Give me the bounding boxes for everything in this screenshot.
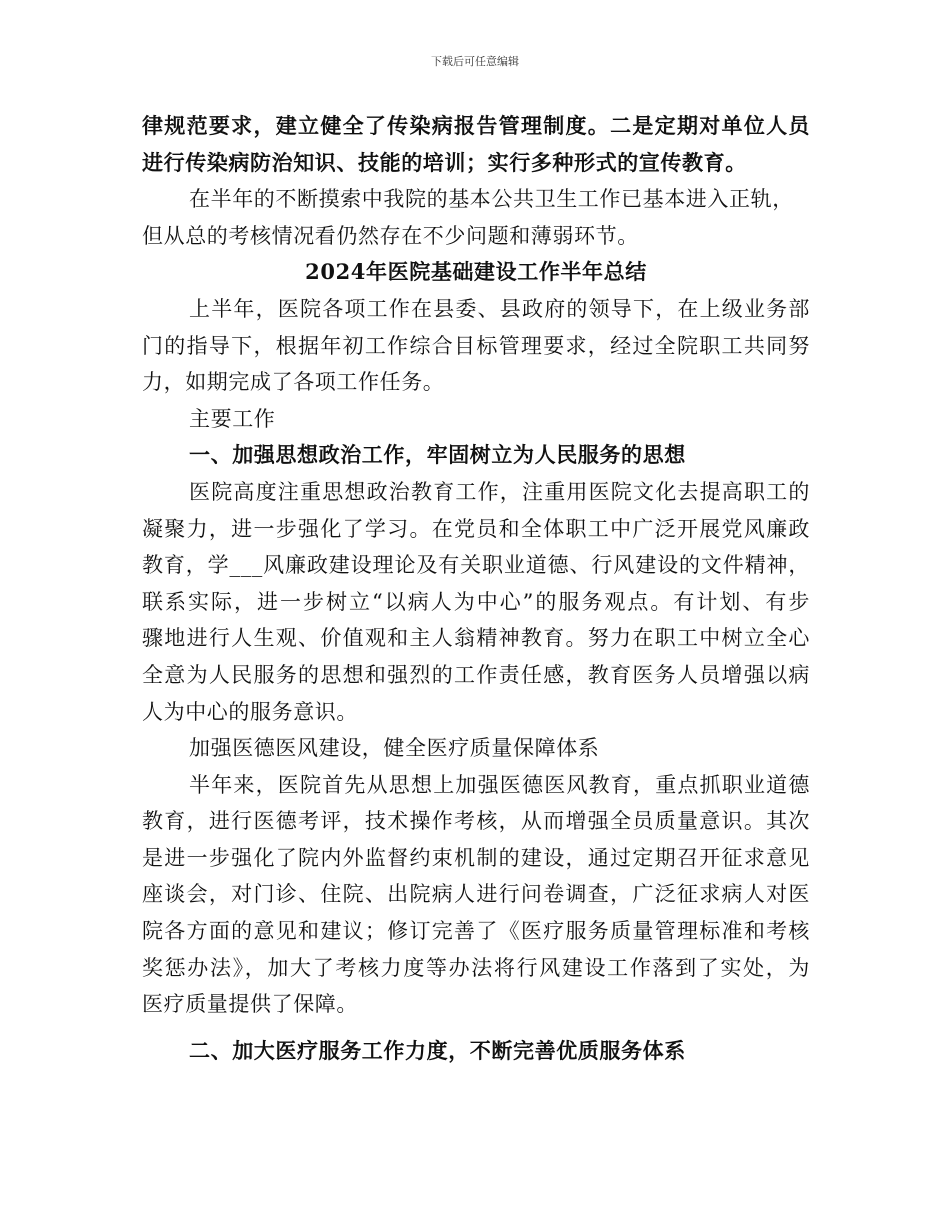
paragraph-line: 骤地进行人生观、价值观和主人翁精神教育。努力在职工中树立全心 — [142, 626, 810, 651]
paragraph-line: 教育，进行医德考评，技术操作考核，从而增强全员质量意识。其次 — [142, 809, 810, 834]
paragraph-line: 门的指导下，根据年初工作综合目标管理要求，经过全院职工共同努 — [142, 333, 810, 358]
heading-two: 二、加大医疗服务工作力度，不断完善优质服务体系 — [189, 1037, 686, 1063]
paragraph-line: 半年来，医院首先从思想上加强医德医风教育，重点抓职业道德 — [189, 772, 810, 797]
paragraph-line: 上半年，医院各项工作在县委、县政府的领导下，在上级业务部 — [189, 296, 810, 321]
paragraph-line: 医院高度注重思想政治教育工作，注重用医院文化去提高职工的 — [189, 479, 810, 504]
paragraph-line: 医疗质量提供了保障。 — [142, 992, 358, 1017]
document-body — [142, 108, 810, 1069]
paragraph-line: 教育，学___风廉政建设理论及有关职业道德、行风建设的文件精神， — [142, 553, 810, 578]
paragraph-line: 院各方面的意见和建议；修订完善了《医疗服务质量管理标准和考核 — [142, 919, 810, 944]
spacer — [142, 1023, 810, 1033]
heading-one: 一、加强思想政治工作，牢固树立为人民服务的思想 — [189, 442, 686, 468]
paragraph-line: 是进一步强化了院内外监督约束机制的建设，通过定期召开征求意见 — [142, 845, 810, 870]
paragraph-line: 全意为人民服务的思想和强烈的工作责任感，教育医务人员增强以病 — [142, 662, 810, 687]
page-header: 下载后可任意编辑 — [431, 55, 519, 68]
paragraph-line: 进行传染病防治知识、技能的培训；实行多种形式的宣传教育。 — [142, 149, 747, 175]
subheading: 主要工作 — [189, 406, 276, 431]
paragraph-line: 在半年的不断摸索中我院的基本公共卫生工作已基本进入正轨， — [189, 187, 794, 212]
paragraph-line: 律规范要求，建立健全了传染病报告管理制度。二是定期对单位人员 — [142, 113, 810, 138]
paragraph-line: 座谈会，对门诊、住院、出院病人进行问卷调查，广泛征求病人对医 — [142, 882, 810, 907]
paragraph-line: 凝聚力，进一步强化了学习。在党员和全体职工中广泛开展党风廉政 — [142, 516, 810, 541]
section-title: 2024年医院基础建设工作半年总结 — [305, 259, 647, 285]
subheading: 加强医德医风建设，健全医疗质量保障体系 — [189, 736, 600, 761]
paragraph-line: 联系实际，进一步树立“以病人为中心”的服务观点。有计划、有步 — [142, 589, 810, 614]
paragraph-line: 但从总的考核情况看仍然存在不少问题和薄弱环节。 — [142, 223, 639, 248]
paragraph-line: 奖惩办法》，加大了考核力度等办法将行风建设工作落到了实处，为 — [142, 955, 810, 980]
paragraph-line: 人为中心的服务意识。 — [142, 699, 358, 724]
paragraph-line: 力，如期完成了各项工作任务。 — [142, 370, 445, 395]
